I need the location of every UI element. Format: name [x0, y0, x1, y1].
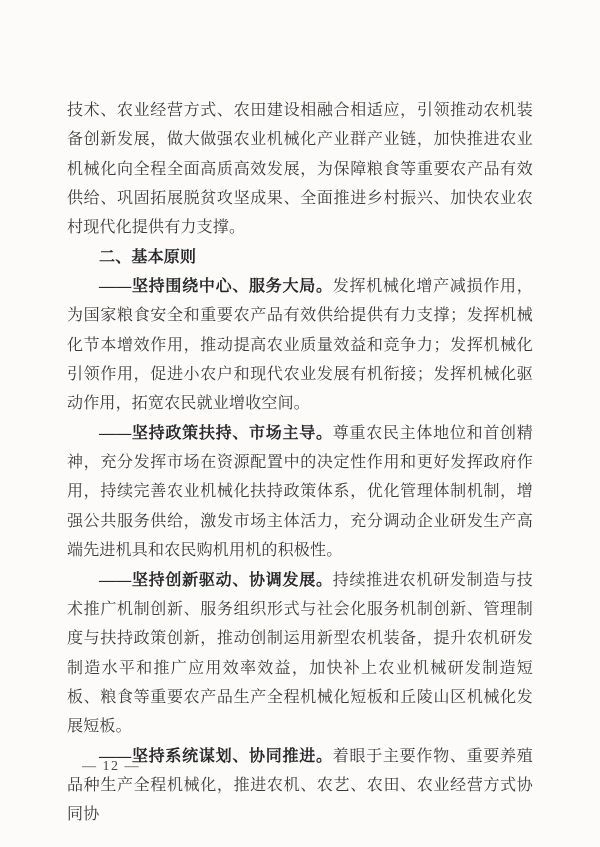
paragraph-continued: 技术、农业经营方式、农田建设相融合相适应，引领推动农机装备创新发展，做大做强农业机械化产业群产业链，加快推进农业机械化向全程全面高质高效发展，为保障粮食等重要农产品有效供给、巩固拓展脱贫攻坚成果、全面推进乡村振兴、加快农业农村现代化提供有力支撑。 — [67, 102, 533, 237]
section-heading: 二、基本原则 — [99, 248, 197, 266]
page-number: — 12 — — [82, 759, 140, 774]
principle-body-2: 尊重农民主体地位和首创精神，充分发挥市场在资源配置中的决定性作用和更好发挥政府作用，持续完善农业机械化扶持政策体系，优化管理体制机制，增强公共服务供给，激发市场主体活力，充分调动企业研发生产高端先进机具和农民购机用机的积极性。 — [67, 424, 533, 560]
principle-paragraph-2 — [67, 419, 533, 566]
principle-lead-2: ——坚持政策扶持、市场主导。 — [99, 424, 333, 442]
principle-paragraph-3 — [67, 566, 533, 742]
document-body — [67, 96, 533, 830]
principle-lead-3: ——坚持创新驱动、协调发展。 — [99, 571, 333, 589]
principle-lead-4: ——坚持系统谋划、协同推进。 — [99, 747, 333, 765]
principle-body-3: 持续推进农机研发制造与技术推广机制创新、服务组织形式与社会化服务机制创新、管理制度与扶持政策创新，推动创制运用新型农机装备，提升农机研发制造水平和推广应用效率效益，加快补上农业机械研发制造短板、粮食等重要农产品生产全程机械化短板和丘陵山区机械化发展短板。 — [67, 571, 533, 736]
principle-lead-1: ——坚持围绕中心、服务大局。 — [99, 278, 333, 296]
principle-paragraph-1 — [67, 272, 533, 419]
principle-body-4: 着眼于主要作物、重要养殖品种生产全程机械化，推进农机、农艺、农田、农业经营方式协同协 — [67, 747, 533, 824]
principle-body-1: 发挥机械化增产减损作用，为国家粮食安全和重要农产品有效供给提供有力支撑；发挥机械化节本增效作用，推动提高农业质量效益和竞争力；发挥机械化引领作用，促进小农户和现代农业发展有机衔接；发挥机械化驱动作用，拓宽农民就业增收空间。 — [67, 278, 533, 413]
principle-paragraph-4 — [67, 742, 533, 830]
